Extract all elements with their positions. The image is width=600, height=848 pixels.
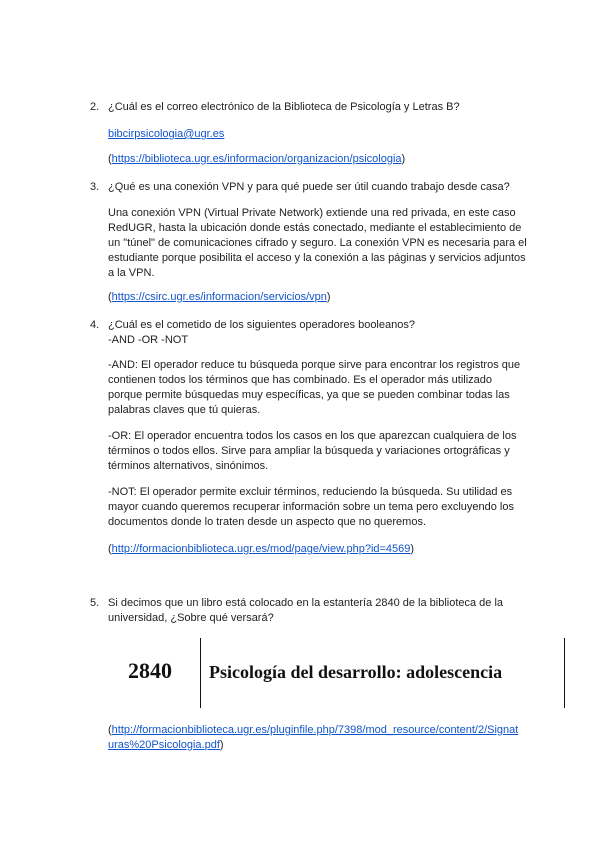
signature-label-image [118, 638, 566, 708]
source-link[interactable]: https://csirc.ugr.es/informacion/servicios/vpn [111, 291, 327, 303]
source-5: (http://formacionbiblioteca.ugr.es/pluginfile.php/7398/mod_resource/content/2/Signat uras%20Psicologia.pdf) [108, 724, 519, 751]
divider [564, 638, 565, 708]
source-link[interactable]: http://formacionbiblioteca.ugr.es/pluginfile.php/7398/mod_resource/content/2/Signat [111, 724, 519, 736]
and-explanation: -AND: El operador reduce tu búsqueda porque sirve para encontrar los registros que contienen todos los términos que has combinado. Es el operador más utilizado porque permite búsquedas muy específicas, ya que se pueden combinar todas las palabras claves que tú quieras. [108, 359, 521, 416]
answer-2 [108, 127, 528, 142]
not-explanation: -NOT: El operador permite excluir términos, reduciendo la búsqueda. Su utilidad es mayor cuando queremos recuperar información sobre un tema pero excluyendo los documentos donde lo traten desde un aspecto que no queremos. [108, 486, 514, 528]
source-link[interactable]: http://formacionbiblioteca.ugr.es/mod/page/view.php?id=4569 [111, 543, 411, 555]
operators-list: -AND -OR -NOT [108, 334, 189, 346]
question-text: ¿Cuál es el correo electrónico de la Biblioteca de Psicología y Letras B? [108, 101, 460, 113]
question-text: ¿Qué es una conexión VPN y para qué puede ser útil cuando trabajo desde casa? [108, 181, 510, 193]
question-number: 3. [90, 181, 100, 193]
or-explanation: -OR: El operador encuentra todos los casos en los que aparezcan cualquiera de los términos o todos ellos. Sirve para ampliar la búsqueda y variaciones ortográficas y términos alternativos, sinónimos. [108, 430, 517, 472]
signature-number: 2840 [128, 658, 172, 683]
answer-3 [108, 206, 528, 281]
question-text: ¿Cuál es el cometido de los siguientes operadores booleanos? [108, 319, 415, 331]
question-text: Si decimos que un libro está colocado en la estantería 2840 de la biblioteca de la universidad, ¿Sobre qué versará? [108, 597, 504, 624]
email-link[interactable]: bibcirpsicologia@ugr.es [108, 128, 225, 140]
source-link[interactable]: https://biblioteca.ugr.es/informacion/organizacion/psicologia [111, 153, 402, 165]
question-number: 2. [90, 101, 100, 113]
divider [200, 638, 201, 708]
question-number: 4. [90, 319, 100, 331]
source-4: (http://formacionbiblioteca.ugr.es/mod/page/view.php?id=4569) [108, 543, 415, 555]
answer-text: Una conexión VPN (Virtual Private Network) extiende una red privada, en este caso RedUGR, hasta la ubicación donde estás conectado, mediante el establecimiento de un "túnel" de comunicaciones cifrado y seguro. La conexión VPN es necesaria para el estudiante porque posibilita el acceso y la conexión a las páginas y servicios adjuntos a la VPN. [108, 207, 527, 279]
question-number: 5. [90, 597, 100, 609]
signature-title: Psicología del desarrollo: adolescencia [209, 662, 503, 682]
source-2: (https://biblioteca.ugr.es/informacion/organizacion/psicologia) [108, 153, 406, 165]
source-3: (https://csirc.ugr.es/informacion/servicios/vpn) [108, 291, 331, 303]
source-link-continued[interactable]: uras%20Psicologia.pdf [108, 739, 220, 751]
